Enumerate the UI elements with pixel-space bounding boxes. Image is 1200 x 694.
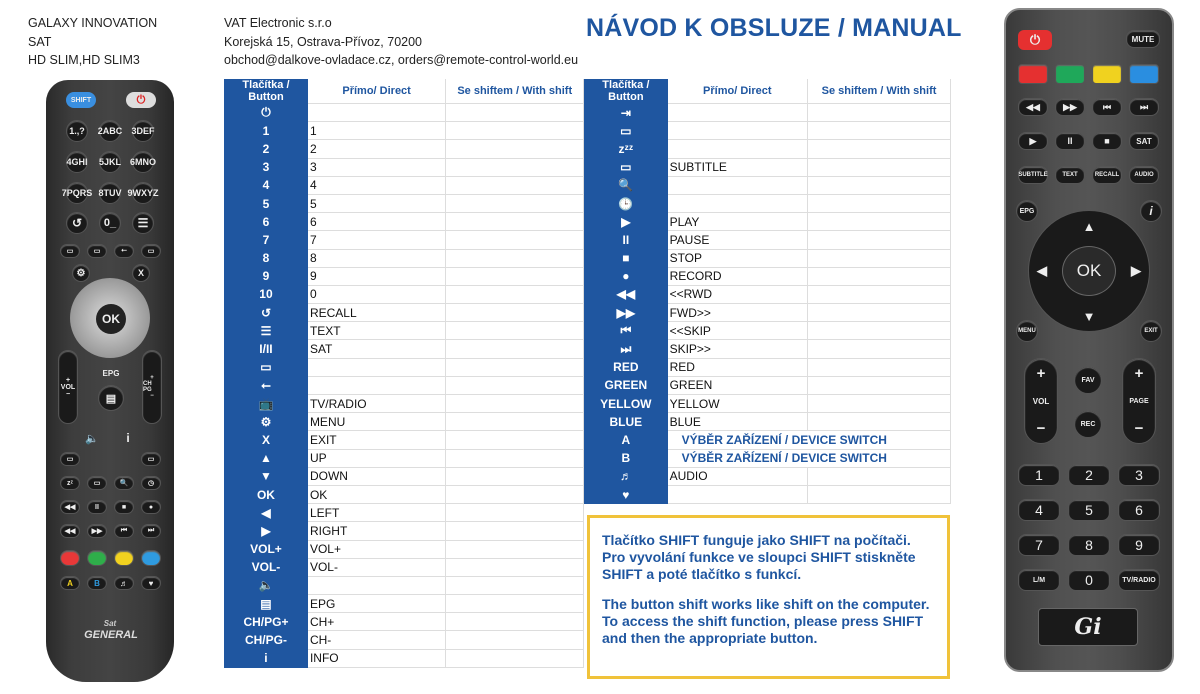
gi-digit-2: 3 <box>1118 464 1160 486</box>
button-key: ■ <box>584 249 668 267</box>
button-key: 7 <box>224 231 308 249</box>
pause-icon: II <box>1055 132 1085 150</box>
direct-function <box>668 485 808 503</box>
button-key: I/II <box>224 340 308 358</box>
col-shift-2: Se shiftem / With shift <box>808 79 951 104</box>
button-key: 8 <box>224 249 308 267</box>
forward-icon: ▶▶ <box>1055 98 1085 116</box>
epg-button: EPG <box>1016 200 1038 222</box>
button-key: 2 <box>224 140 308 158</box>
table-row <box>224 104 951 122</box>
digit-4: 4GHI <box>66 151 88 173</box>
shift-function <box>446 194 584 212</box>
table-row <box>224 140 951 158</box>
note-cz: Tlačítko SHIFT funguje jako SHIFT na počítači. Pro vyvolání funkce ve sloupci SHIFT stiskněte SHIFT a poté tlačítko s funkcí. <box>602 532 916 582</box>
button-key: ▤ <box>224 595 308 613</box>
col-direct-2: Přímo/ Direct <box>668 79 808 104</box>
left-icon: ◀ <box>1037 263 1047 278</box>
shift-function <box>446 122 584 140</box>
up-icon: ▲ <box>1082 218 1096 234</box>
info-icon: i <box>126 431 130 445</box>
digit-1: 1.,? <box>66 120 88 142</box>
digit-7: 7PQRS <box>66 182 88 204</box>
audio-button: ♬ <box>114 576 134 590</box>
direct-function: FWD>> <box>668 304 808 322</box>
direct-function: TEXT <box>308 322 446 340</box>
button-key: 9 <box>224 267 308 285</box>
direct-function <box>308 104 446 122</box>
direct-function: DOWN <box>308 467 446 485</box>
device-switch: VÝBĚR ZAŘÍZENÍ / DEVICE SWITCH <box>668 449 951 467</box>
direct-function <box>308 576 446 594</box>
record-icon: ● <box>141 500 161 514</box>
usb-icon: ⭠ <box>114 244 134 258</box>
shift-function <box>808 322 951 340</box>
prev-icon: ⏮ <box>1092 98 1122 116</box>
subtitle-button: SUBTITLE <box>1018 166 1048 184</box>
button-key: A <box>584 431 668 449</box>
model-line-1: GALAXY INNOVATION <box>28 16 158 30</box>
recall-button: RECALL <box>1092 166 1122 184</box>
button-key: CH/PG- <box>224 631 308 649</box>
shift-function <box>808 358 951 376</box>
direct-function <box>668 122 808 140</box>
shift-function <box>446 522 584 540</box>
direct-function: RECALL <box>308 304 446 322</box>
shift-function <box>446 267 584 285</box>
table-row <box>224 213 951 231</box>
direct-function: RIGHT <box>308 522 446 540</box>
mute-button: MUTE <box>1126 30 1160 48</box>
table-row <box>224 176 951 194</box>
fav-button: FAV <box>1074 366 1102 394</box>
direct-function: 9 <box>308 267 446 285</box>
table-row <box>224 431 951 449</box>
shift-function <box>446 340 584 358</box>
table-row <box>224 467 951 485</box>
gi-digit-7: 8 <box>1068 534 1110 556</box>
direct-function: PLAY <box>668 213 808 231</box>
shift-button: SHIFT <box>66 92 96 108</box>
company-name: VAT Electronic s.r.o <box>224 16 332 30</box>
guide-icon-r: ▭ <box>141 452 161 466</box>
shift-function <box>446 631 584 649</box>
button-key: VOL- <box>224 558 308 576</box>
direct-function: AUDIO <box>668 467 808 485</box>
direct-function: <<SKIP <box>668 322 808 340</box>
button-key: ▶▶ <box>584 304 668 322</box>
sub-icon: ▭ <box>60 244 80 258</box>
yellow-button <box>114 550 134 566</box>
mute-icon: 🔈 <box>85 432 99 445</box>
text-button: TEXT <box>1055 166 1085 184</box>
shift-function <box>446 395 584 413</box>
shift-function <box>446 576 584 594</box>
direct-function: SUBTITLE <box>668 158 808 176</box>
button-key: ⭠ <box>224 376 308 394</box>
shift-function <box>808 467 951 485</box>
shift-function <box>446 485 584 503</box>
button-key: ▭ <box>584 158 668 176</box>
table-row <box>224 413 951 431</box>
menu-button: MENU <box>1016 320 1038 342</box>
shift-function <box>808 231 951 249</box>
device-switch: VÝBĚR ZAŘÍZENÍ / DEVICE SWITCH <box>668 431 951 449</box>
shift-function <box>808 249 951 267</box>
gi-blue-button <box>1129 64 1159 84</box>
table-row <box>224 322 951 340</box>
brand-sub: Sat <box>103 618 117 628</box>
direct-function: EXIT <box>308 431 446 449</box>
guide-icon-l: ▭ <box>60 452 80 466</box>
direct-function: SAT <box>308 340 446 358</box>
button-key: GREEN <box>584 376 668 394</box>
table-row <box>224 249 951 267</box>
direct-function: TV/RADIO <box>308 395 446 413</box>
direct-function: 2 <box>308 140 446 158</box>
button-key: ▲ <box>224 449 308 467</box>
button-key: 5 <box>224 194 308 212</box>
gi-digit-5: 6 <box>1118 499 1160 521</box>
table-row <box>224 194 951 212</box>
table-row <box>224 485 951 503</box>
digit-8: 8TUV <box>99 182 121 204</box>
direct-function <box>308 376 446 394</box>
button-key: BLUE <box>584 413 668 431</box>
text-icon: ☰ <box>132 212 154 234</box>
button-key: II <box>584 231 668 249</box>
shift-function <box>446 376 584 394</box>
button-key: B <box>584 449 668 467</box>
stop-icon: ■ <box>1092 132 1122 150</box>
shift-function <box>808 194 951 212</box>
shift-function <box>446 231 584 249</box>
direct-function: 5 <box>308 194 446 212</box>
shift-function <box>446 467 584 485</box>
direct-function: VOL- <box>308 558 446 576</box>
button-key: 📺 <box>224 395 308 413</box>
table-row <box>224 395 951 413</box>
shift-function <box>808 122 951 140</box>
shift-function <box>808 485 951 503</box>
button-key: ◀ <box>224 504 308 522</box>
shift-function <box>446 158 584 176</box>
search-icon: 🔍 <box>114 476 134 490</box>
remote-general <box>46 80 174 682</box>
direct-function <box>308 358 446 376</box>
ok-button: OK <box>96 304 126 334</box>
settings-icon: ⚙ <box>72 264 90 282</box>
power-icon: ⏻ <box>126 92 156 108</box>
direct-function: BLUE <box>668 413 808 431</box>
button-key: YELLOW <box>584 395 668 413</box>
vol-rocker-gi: + VOL − <box>1024 358 1058 444</box>
sleep-icon: zᶻ <box>60 476 80 490</box>
shift-function <box>808 395 951 413</box>
table-row <box>224 304 951 322</box>
down-icon: ▼ <box>1082 308 1096 324</box>
table-row <box>224 158 951 176</box>
next-icon: ⏭ <box>1129 98 1159 116</box>
shift-function <box>808 158 951 176</box>
gi-digit-8: 9 <box>1118 534 1160 556</box>
button-key: 4 <box>224 176 308 194</box>
direct-function: 7 <box>308 231 446 249</box>
play-icon: ◀◀ <box>60 500 80 514</box>
direct-function: 3 <box>308 158 446 176</box>
digit-9: 9WXYZ <box>132 182 154 204</box>
gi-yellow-button <box>1092 64 1122 84</box>
note-en: The button shift works like shift on the computer. To access the shift function, please press SHIFT and then the appropriate button. <box>602 596 930 646</box>
gi-digit-10: 0 <box>1068 569 1110 591</box>
power-button: ⏻ <box>1018 30 1052 50</box>
blue-button <box>141 550 161 566</box>
table-row <box>224 122 951 140</box>
shift-function <box>446 285 584 303</box>
button-key: 3 <box>224 158 308 176</box>
list-icon: ▭ <box>87 476 107 490</box>
gi-digit-4: 5 <box>1068 499 1110 521</box>
table-row <box>224 449 951 467</box>
button-key: ▼ <box>224 467 308 485</box>
gi-digit-6: 7 <box>1018 534 1060 556</box>
gi-digit-9: L/M <box>1018 569 1060 591</box>
epg-label: EPG <box>102 368 120 378</box>
button-key: 🔈 <box>224 576 308 594</box>
digit-2: 2ABC <box>99 120 121 142</box>
exit-icon: X <box>132 264 150 282</box>
stop-icon: ■ <box>114 500 134 514</box>
table-row <box>224 231 951 249</box>
gi-digit-0: 1 <box>1018 464 1060 486</box>
direct-function: 6 <box>308 213 446 231</box>
direct-function: CH+ <box>308 613 446 631</box>
direct-function <box>668 176 808 194</box>
b-button: B <box>87 576 107 590</box>
shift-function <box>808 340 951 358</box>
button-key: ◀◀ <box>584 285 668 303</box>
shift-function <box>808 176 951 194</box>
shift-function <box>446 431 584 449</box>
shift-function <box>808 267 951 285</box>
right-icon: ▶ <box>1131 263 1141 278</box>
ok-button-gi: OK <box>1062 246 1116 296</box>
page-rocker-gi: + PAGE − <box>1122 358 1156 444</box>
direct-function: PAUSE <box>668 231 808 249</box>
remote-gi <box>1004 8 1174 672</box>
direct-function: 0 <box>308 285 446 303</box>
ch-rocker: + CH PG − <box>142 350 162 424</box>
button-key: ▭ <box>224 358 308 376</box>
shift-function <box>446 449 584 467</box>
rewind-icon: ◀◀ <box>60 524 80 538</box>
recall-icon: ↺ <box>66 212 88 234</box>
direct-function: RECORD <box>668 267 808 285</box>
gi-digit-3: 4 <box>1018 499 1060 521</box>
direct-function: SKIP>> <box>668 340 808 358</box>
shift-function <box>446 504 584 522</box>
direct-function: <<RWD <box>668 285 808 303</box>
page-title: NÁVOD K OBSLUZE / MANUAL <box>586 14 962 42</box>
forward-icon: ▶▶ <box>87 524 107 538</box>
button-key: ⏮ <box>584 322 668 340</box>
rewind-icon: ◀◀ <box>1018 98 1048 116</box>
direct-function: 8 <box>308 249 446 267</box>
tvradio-icon: ▭ <box>141 244 161 258</box>
a-button: A <box>60 576 80 590</box>
play-icon: ▶ <box>1018 132 1048 150</box>
shift-function <box>446 558 584 576</box>
gi-logo: Gi <box>1038 608 1138 646</box>
text2-icon: ▭ <box>87 244 107 258</box>
shift-function <box>446 249 584 267</box>
button-key: 1 <box>224 122 308 140</box>
table-row <box>224 340 951 358</box>
shift-function <box>446 595 584 613</box>
shift-note <box>587 515 950 679</box>
direct-function: MENU <box>308 413 446 431</box>
direct-function: STOP <box>668 249 808 267</box>
info-button: i <box>1140 200 1162 222</box>
direct-function: GREEN <box>668 376 808 394</box>
direct-function: 4 <box>308 176 446 194</box>
direct-function: RED <box>668 358 808 376</box>
button-key: ♥ <box>584 485 668 503</box>
green-button <box>87 550 107 566</box>
vol-rocker: + VOL − <box>58 350 78 424</box>
gi-digit-11: TV/RADIO <box>1118 569 1160 591</box>
fav-button: ♥ <box>141 576 161 590</box>
shift-function <box>446 322 584 340</box>
direct-function <box>668 194 808 212</box>
digit-3: 3DEF <box>132 120 154 142</box>
company-address: Korejská 15, Ostrava-Přívoz, 70200 <box>224 34 423 49</box>
prev-icon: ⏮ <box>114 524 134 538</box>
shift-function <box>446 176 584 194</box>
model-line-3: HD SLIM,HD SLIM3 <box>28 53 140 67</box>
epg-icon: ▤ <box>98 385 124 411</box>
brand-logo: GENERAL <box>84 629 138 641</box>
direct-function: VOL+ <box>308 540 446 558</box>
company-info <box>224 14 578 70</box>
direct-function: 1 <box>308 122 446 140</box>
button-key: ⇥ <box>584 104 668 122</box>
button-key: ♬ <box>584 467 668 485</box>
shift-function <box>446 213 584 231</box>
button-key: RED <box>584 358 668 376</box>
button-key: 6 <box>224 213 308 231</box>
col-button-2: Tlačítka / Button <box>584 79 668 104</box>
shift-function <box>446 104 584 122</box>
button-key: ⏭ <box>584 340 668 358</box>
shift-function <box>446 613 584 631</box>
shift-function <box>446 358 584 376</box>
gi-digit-1: 2 <box>1068 464 1110 486</box>
clock-icon: ◷ <box>141 476 161 490</box>
shift-function <box>446 649 584 667</box>
table-row <box>224 285 951 303</box>
shift-function <box>808 140 951 158</box>
model-line-2: SAT <box>28 34 52 49</box>
direct-function <box>668 104 808 122</box>
button-key: ▶ <box>584 213 668 231</box>
direct-function: LEFT <box>308 504 446 522</box>
direct-function <box>668 140 808 158</box>
button-key: ↺ <box>224 304 308 322</box>
digit-6: 6MNO <box>132 151 154 173</box>
col-direct: Přímo/ Direct <box>308 79 446 104</box>
company-email: obchod@dalkove-ovladace.cz, orders@remote-control-world.eu <box>224 53 579 67</box>
direct-function: OK <box>308 485 446 503</box>
shift-function <box>808 285 951 303</box>
direct-function: INFO <box>308 649 446 667</box>
audio-button: AUDIO <box>1129 166 1159 184</box>
button-key: ▶ <box>224 522 308 540</box>
red-button <box>60 550 80 566</box>
shift-function <box>808 213 951 231</box>
shift-function <box>446 413 584 431</box>
col-shift: Se shiftem / With shift <box>446 79 584 104</box>
direct-function: CH- <box>308 631 446 649</box>
button-key: VOL+ <box>224 540 308 558</box>
direct-function: UP <box>308 449 446 467</box>
button-key: ● <box>584 267 668 285</box>
button-key: ☰ <box>224 322 308 340</box>
shift-function <box>808 304 951 322</box>
shift-function <box>808 376 951 394</box>
button-key: ⏻ <box>224 104 308 122</box>
shift-function <box>808 104 951 122</box>
direct-function: EPG <box>308 595 446 613</box>
shift-function <box>446 540 584 558</box>
digit-5: 5JKL <box>99 151 121 173</box>
pause-icon: II <box>87 500 107 514</box>
button-key: X <box>224 431 308 449</box>
button-key: ⚙ <box>224 413 308 431</box>
direct-function: YELLOW <box>668 395 808 413</box>
col-button: Tlačítka / Button <box>224 79 308 104</box>
digit-0: 0_ <box>99 212 121 234</box>
button-key: OK <box>224 485 308 503</box>
button-key: i <box>224 649 308 667</box>
button-key: zᶻᶻ <box>584 140 668 158</box>
table-row <box>224 358 951 376</box>
button-key: 🔍 <box>584 176 668 194</box>
rec-button: REC <box>1074 410 1102 438</box>
sat-button: SAT <box>1129 132 1159 150</box>
table-row <box>224 376 951 394</box>
shift-function <box>446 140 584 158</box>
button-key: CH/PG+ <box>224 613 308 631</box>
button-key: ▭ <box>584 122 668 140</box>
gi-red-button <box>1018 64 1048 84</box>
gi-green-button <box>1055 64 1085 84</box>
button-key: 🕒 <box>584 194 668 212</box>
model-info <box>28 14 157 70</box>
table-row <box>224 267 951 285</box>
next-icon: ⏭ <box>141 524 161 538</box>
button-key: 10 <box>224 285 308 303</box>
exit-button: EXIT <box>1140 320 1162 342</box>
shift-function <box>808 413 951 431</box>
shift-function <box>446 304 584 322</box>
